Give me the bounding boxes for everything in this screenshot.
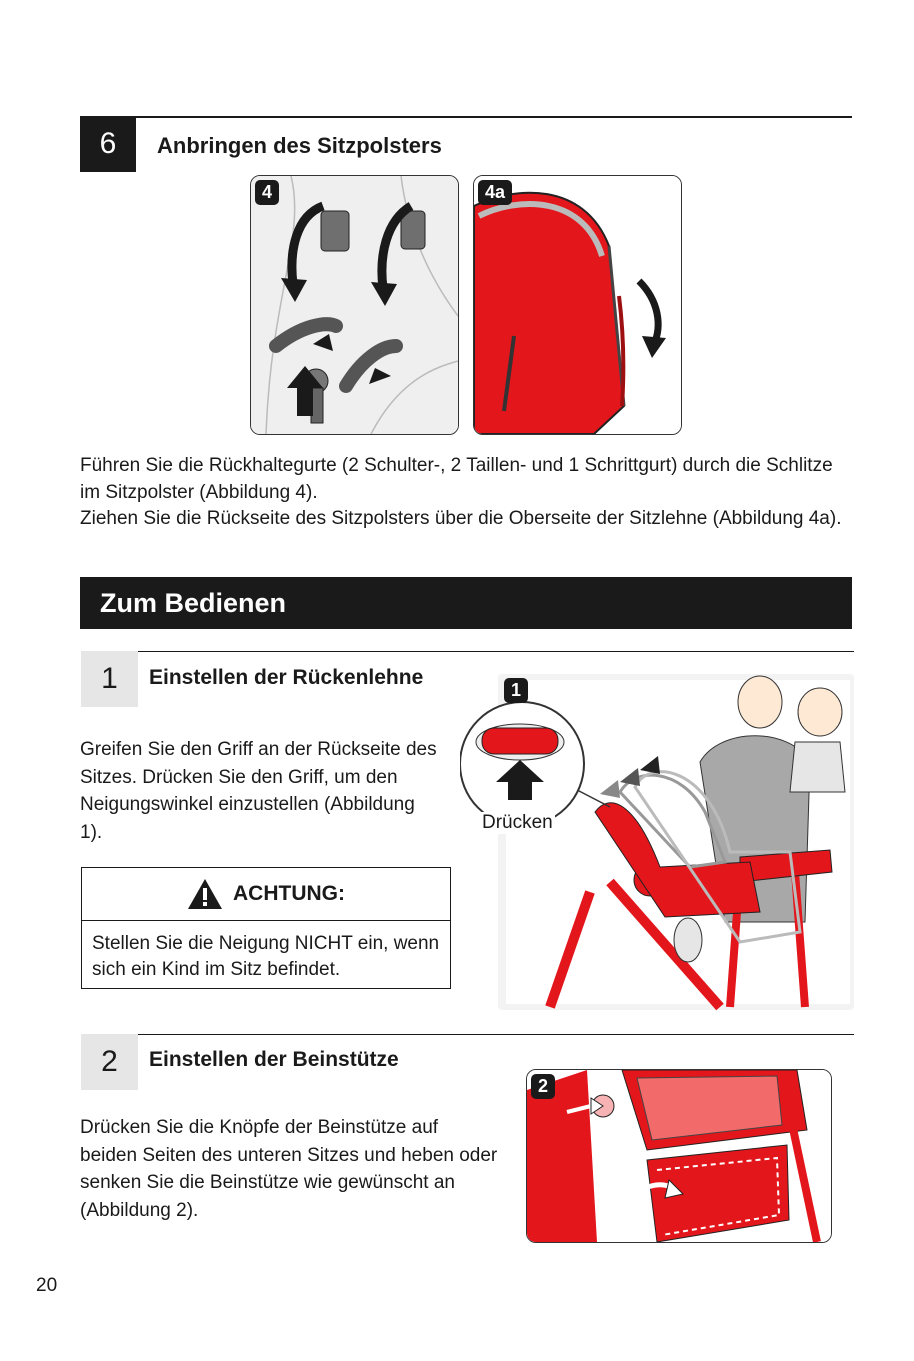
page-number: 20	[36, 1275, 58, 1296]
warning-title: ACHTUNG:	[233, 882, 345, 905]
backrest-recline-illustration	[460, 672, 856, 1012]
figure-1	[460, 672, 856, 1012]
section-6-instructions	[80, 453, 850, 533]
operation-banner: Zum Bedienen	[80, 577, 852, 629]
step-number-2: 2	[81, 1034, 138, 1090]
step-2-body: Drücken Sie die Knöpfe der Beinstütze auf beiden Seiten des unteren Sitzes und heben oder senken Sie die Beinstütze wie gewünscht an (Abbildung 2).	[80, 1117, 498, 1221]
step-1-body: Greifen Sie den Griff an der Rückseite des Sitzes. Drücken Sie den Griff, um den Neigungswinkel einzustellen (Abbildung 1).	[80, 739, 437, 843]
leg-rest-illustration	[527, 1070, 831, 1242]
step-number-1: 1	[81, 651, 138, 707]
section-6-paragraph-2: Ziehen Sie die Rückseite des Sitzpolsters über die Oberseite der Sitzlehne (Abbildung 4a).	[80, 508, 842, 529]
figure-4a-label: 4a	[478, 180, 512, 205]
figure-4	[250, 175, 459, 435]
step-2-title: Einstellen der Beinstütze	[149, 1048, 399, 1071]
warning-triangle-icon	[187, 878, 223, 910]
step-1-title: Einstellen der Rückenlehne	[149, 666, 424, 689]
warning-header	[82, 868, 450, 921]
callout-druecken: Drücken	[482, 812, 553, 833]
section-6-title: Anbringen des Sitzpolsters	[157, 133, 442, 158]
harness-threading-illustration	[251, 176, 458, 434]
section-6-rule	[135, 116, 852, 118]
section-6-paragraph-1: Führen Sie die Rückhaltegurte (2 Schulter-, 2 Taillen- und 1 Schrittgurt) durch die Schlitze im Sitzpolster (Abbildung 4).	[80, 455, 833, 503]
step-2-rule	[138, 1034, 854, 1035]
warning-body: Stellen Sie die Neigung NICHT ein, wenn sich ein Kind im Sitz befindet.	[92, 933, 440, 980]
figure-4a	[473, 175, 682, 435]
step-1-rule	[138, 651, 854, 652]
figure-2-label: 2	[531, 1074, 555, 1099]
step-number-6: 6	[80, 116, 136, 172]
figure-1-label: 1	[504, 678, 528, 703]
seat-pad-illustration	[474, 176, 681, 434]
figure-4-label: 4	[255, 180, 279, 205]
warning-box	[81, 867, 451, 989]
figure-2	[526, 1069, 832, 1243]
